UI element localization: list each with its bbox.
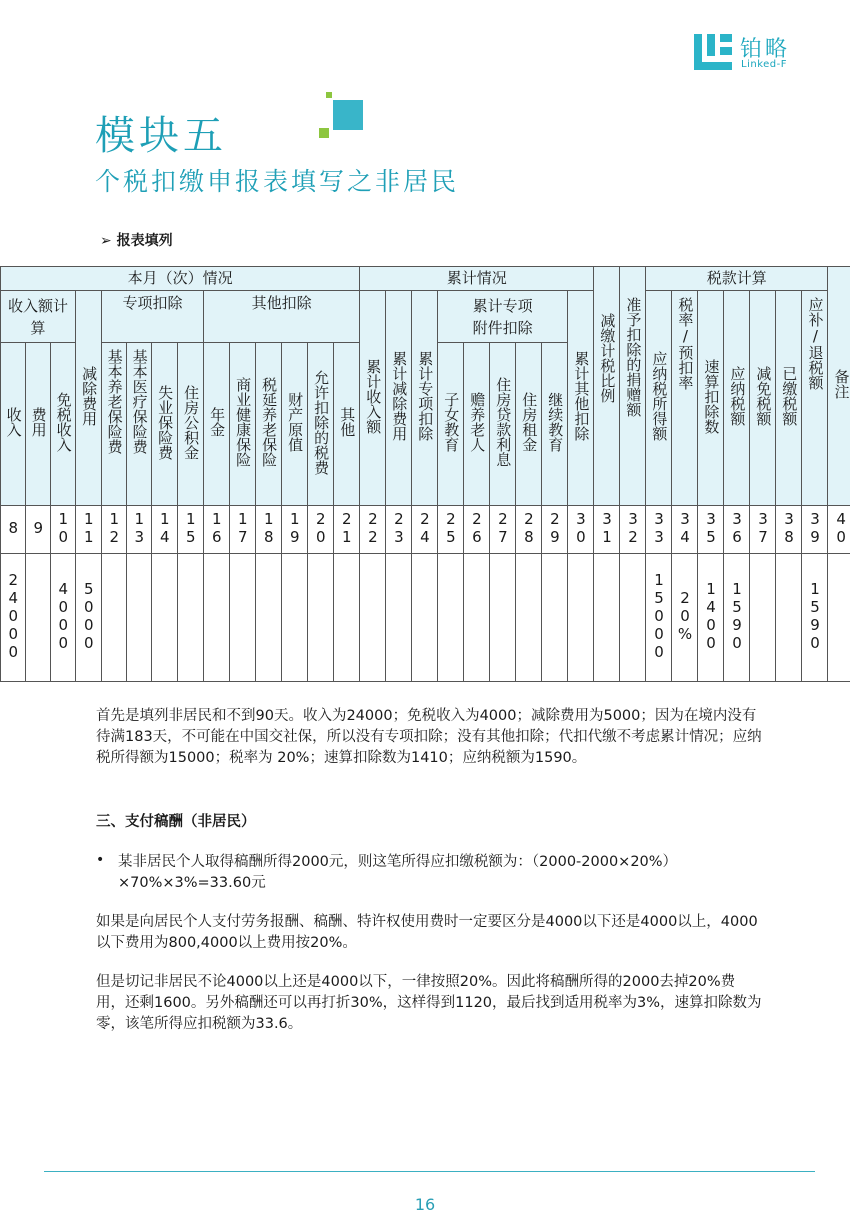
deco-square-icon <box>333 100 363 130</box>
column-number-cell: 40 <box>828 506 850 554</box>
data-cell: 4000 <box>51 554 76 682</box>
column-number-cell: 33 <box>646 506 672 554</box>
income-col-header: 收入 <box>1 343 26 506</box>
data-cell <box>230 554 256 682</box>
column-number-cell: 29 <box>542 506 568 554</box>
data-cell: 1590 <box>802 554 828 682</box>
column-number-cell: 39 <box>802 506 828 554</box>
data-cell <box>334 554 360 682</box>
column-number-cell: 18 <box>256 506 282 554</box>
col-leiji-zhuanxiang-header: 累计专项扣除 <box>412 291 438 506</box>
tax-col-header: 已缴税额 <box>776 291 802 506</box>
other-col-header: 其他 <box>334 343 360 506</box>
col-leiji-other-header: 累计其他扣除 <box>568 291 594 506</box>
special-col-header: 基本养老保险费 <box>102 343 127 506</box>
income-col-header: 免税收入 <box>51 343 76 506</box>
tax-col-header: 速算扣除数 <box>698 291 724 506</box>
logo-mark-icon <box>694 34 732 70</box>
data-cell: 1400 <box>698 554 724 682</box>
income-col-header: 费用 <box>26 343 51 506</box>
column-number-cell: 11 <box>76 506 102 554</box>
cum-special-col-header: 住房贷款利息 <box>490 343 516 506</box>
tax-col-header: 减免税额 <box>750 291 776 506</box>
data-cell <box>568 554 594 682</box>
example-paragraph: 某非居民个人取得稿酬所得2000元，则这笔所得应扣缴税额为：（2000-2000×20%）×70%×3%=33.60元 <box>118 854 678 891</box>
column-number-cell: 27 <box>490 506 516 554</box>
group-month-header: 本月（次）情况 <box>1 267 360 291</box>
cum-special-col-header: 继续教育 <box>542 343 568 506</box>
data-cell <box>490 554 516 682</box>
rule-paragraph: 如果是向居民个人支付劳务报酬、稿酬、特许权使用费时一定要区分是4000以下还是4000以上，4000以下费用为800,4000以上费用按20%。 <box>96 914 758 951</box>
data-cell <box>386 554 412 682</box>
special-col-header: 住房公积金 <box>178 343 204 506</box>
column-number-cell: 14 <box>152 506 178 554</box>
other-col-header: 商业健康保险 <box>230 343 256 506</box>
data-cell: 15000 <box>646 554 672 682</box>
group-cumulative-header: 累计情况 <box>360 267 594 291</box>
col-jianjiao-header: 减缴计税比例 <box>594 267 620 506</box>
data-cell <box>438 554 464 682</box>
data-cell <box>152 554 178 682</box>
column-number-cell: 22 <box>360 506 386 554</box>
data-cell <box>620 554 646 682</box>
column-number-cell: 36 <box>724 506 750 554</box>
sub-income-header: 收入额计算 <box>1 291 76 343</box>
column-number-row <box>1 506 850 554</box>
data-cell <box>204 554 230 682</box>
data-cell <box>26 554 51 682</box>
column-number-cell: 37 <box>750 506 776 554</box>
cum-special-col-header: 住房租金 <box>516 343 542 506</box>
data-cell <box>594 554 620 682</box>
column-number-cell: 9 <box>26 506 51 554</box>
special-col-header: 基本医疗保险费 <box>127 343 152 506</box>
deco-square-icon <box>319 128 329 138</box>
data-cell <box>256 554 282 682</box>
data-cell <box>464 554 490 682</box>
other-col-header: 允许扣除的税费 <box>308 343 334 506</box>
column-number-cell: 30 <box>568 506 594 554</box>
data-cell <box>542 554 568 682</box>
data-cell <box>102 554 127 682</box>
column-number-cell: 19 <box>282 506 308 554</box>
table-row <box>1 554 850 682</box>
data-cell <box>776 554 802 682</box>
column-number-cell: 16 <box>204 506 230 554</box>
data-cell <box>412 554 438 682</box>
logo-subtitle: Linked-F <box>741 59 787 70</box>
data-cell: 20% <box>672 554 698 682</box>
col-zhunyu-header: 准予扣除的捐赠额 <box>620 267 646 506</box>
column-number-cell: 10 <box>51 506 76 554</box>
data-cell <box>360 554 386 682</box>
data-cell <box>750 554 776 682</box>
data-cell: 1590 <box>724 554 750 682</box>
page-number: 16 <box>414 1195 436 1214</box>
sub-other-header: 其他扣除 <box>204 291 360 343</box>
footer-divider <box>44 1171 815 1172</box>
column-number-cell: 17 <box>230 506 256 554</box>
col-beizhu-header: 备注 <box>828 267 850 506</box>
data-cell <box>282 554 308 682</box>
column-number-cell: 34 <box>672 506 698 554</box>
calculation-paragraph: 但是切记非居民不论4000以上还是4000以下，一律按照20%。因此将稿酬所得的2000去掉20%费用，还剩1600。另外稿酬还可以再打折30%，这样得到1120，最后找到适用税率为3%，速算扣除数为零，该笔所得应扣税额为33.6。 <box>96 974 762 1032</box>
column-number-cell: 35 <box>698 506 724 554</box>
cum-special-col-header: 子女教育 <box>438 343 464 506</box>
data-cell <box>828 554 850 682</box>
column-number-cell: 26 <box>464 506 490 554</box>
column-number-cell: 23 <box>386 506 412 554</box>
col-leiji-income-header: 累计收入额 <box>360 291 386 506</box>
tax-col-header: 应纳税所得额 <box>646 291 672 506</box>
column-number-cell: 28 <box>516 506 542 554</box>
data-cell <box>178 554 204 682</box>
column-number-cell: 21 <box>334 506 360 554</box>
deco-square-icon <box>326 92 332 98</box>
column-number-cell: 24 <box>412 506 438 554</box>
other-col-header: 财产原值 <box>282 343 308 506</box>
data-cell: 24000 <box>1 554 26 682</box>
tax-col-header: 应补/退税额 <box>802 291 828 506</box>
column-number-cell: 20 <box>308 506 334 554</box>
page-title: 模块五 <box>95 113 227 159</box>
column-number-cell: 32 <box>620 506 646 554</box>
data-cell <box>308 554 334 682</box>
tax-declaration-table <box>0 266 850 682</box>
data-cell: 5000 <box>76 554 102 682</box>
special-col-header: 失业保险费 <box>152 343 178 506</box>
other-col-header: 年金 <box>204 343 230 506</box>
data-cell <box>127 554 152 682</box>
column-number-cell: 25 <box>438 506 464 554</box>
sub-cum-special-header: 累计专项附件扣除 <box>438 291 568 343</box>
column-number-cell: 15 <box>178 506 204 554</box>
sub-special-header: 专项扣除 <box>102 291 204 343</box>
data-cell <box>516 554 542 682</box>
col-leiji-jianchu-header: 累计减除费用 <box>386 291 412 506</box>
tax-col-header: 应纳税额 <box>724 291 750 506</box>
page-subtitle: 个税扣缴申报表填写之非居民 <box>95 167 460 196</box>
section-label: ➢ 报表填列 <box>100 233 173 249</box>
column-number-cell: 38 <box>776 506 802 554</box>
column-number-cell: 12 <box>102 506 127 554</box>
tax-col-header: 税率/预扣率 <box>672 291 698 506</box>
column-number-cell: 8 <box>1 506 26 554</box>
explanation-paragraph: 首先是填列非居民和不到90天。收入为24000；免税收入为4000；减除费用为5000；因为在境内没有待满183天，不可能在中国交社保，所以没有专项扣除；没有其他扣除；代扣代缴不考虑累计情况；应纳税所得额为15000；税率为 20%；速算扣除数为1410；应纳税额为1590。 <box>96 708 762 766</box>
section-heading: 三、支付稿酬（非居民） <box>96 814 256 830</box>
column-number-cell: 13 <box>127 506 152 554</box>
cum-special-col-header: 赡养老人 <box>464 343 490 506</box>
bullet-icon: • <box>96 852 105 868</box>
col-jianchu-header: 减除费用 <box>76 291 102 506</box>
other-col-header: 税延养老保险 <box>256 343 282 506</box>
brand-logo <box>694 32 814 74</box>
logo-name: 铂略 <box>740 37 791 62</box>
group-tax-header: 税款计算 <box>646 267 828 291</box>
column-number-cell: 31 <box>594 506 620 554</box>
